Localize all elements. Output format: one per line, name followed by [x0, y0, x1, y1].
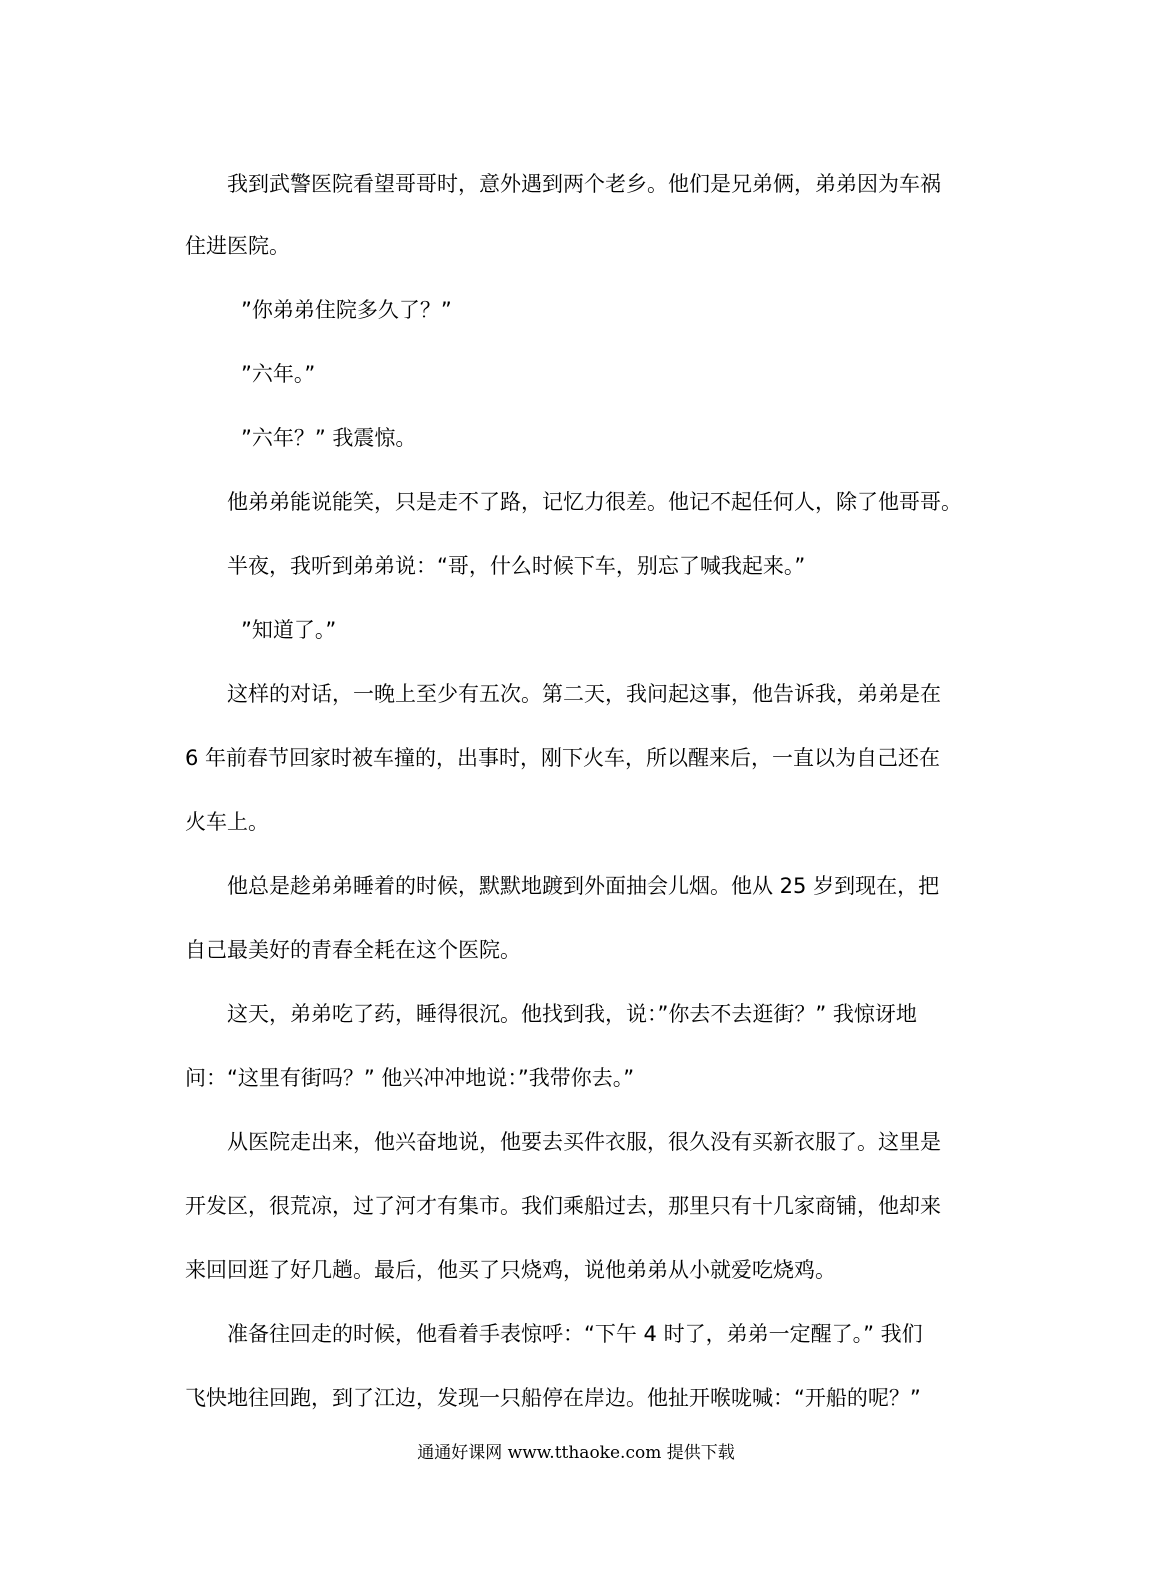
- dialogue-line-4: ”知道了。”: [241, 618, 337, 642]
- paragraph-7-line-3: 来回回逛了好几趟。最后，他买了只烧鸡，说他弟弟从小就爱吃烧鸡。: [185, 1258, 836, 1282]
- paragraph-4-line-1: 这样的对话，一晚上至少有五次。第二天，我问起这事，他告诉我，弟弟是在: [227, 682, 941, 706]
- dialogue-line-1: ”你弟弟住院多久了？”: [241, 298, 452, 322]
- dialogue-line-2: ”六年。”: [241, 362, 316, 386]
- paragraph-3-line-1: 半夜，我听到弟弟说：“哥，什么时候下车，别忘了喊我起来。”: [227, 554, 806, 578]
- paragraph-8-line-1: 准备往回走的时候，他看着手表惊呼：“下午 4 时了，弟弟一定醒了。” 我们: [227, 1322, 923, 1346]
- paragraph-5-line-2: 自己最美好的青春全耗在这个医院。: [185, 938, 521, 962]
- paragraph-2-line-1: 他弟弟能说能笑，只是走不了路，记忆力很差。他记不起任何人，除了他哥哥。: [227, 490, 962, 514]
- paragraph-6-line-1: 这天，弟弟吃了药，睡得很沉。他找到我，说：”你去不去逛街？” 我惊讶地: [227, 1002, 917, 1026]
- paragraph-8-line-2: 飞快地往回跑，到了江边，发现一只船停在岸边。他扯开喉咙喊：“开船的呢？”: [185, 1386, 921, 1410]
- dialogue-line-3: ”六年？” 我震惊。: [241, 426, 417, 450]
- paragraph-7-line-1: 从医院走出来，他兴奋地说，他要去买件衣服，很久没有买新衣服了。这里是: [227, 1130, 941, 1154]
- paragraph-4-line-2: 6 年前春节回家时被车撞的，出事时，刚下火车，所以醒来后，一直以为自己还在: [185, 746, 941, 770]
- paragraph-1-line-2: 住进医院。: [185, 234, 290, 258]
- paragraph-5-line-1: 他总是趁弟弟睡着的时候，默默地踱到外面抽会儿烟。他从 25 岁到现在，把: [227, 874, 940, 898]
- paragraph-6-line-2: 问：“这里有街吗？” 他兴冲冲地说：”我带你去。”: [185, 1066, 635, 1090]
- paragraph-4-line-3: 火车上。: [185, 810, 269, 834]
- page-footer: 通通好课网 www.tthaoke.com 提供下载: [417, 1443, 735, 1463]
- paragraph-7-line-2: 开发区，很荒凉，过了河才有集市。我们乘船过去，那里只有十几家商铺，他却来: [185, 1194, 941, 1218]
- paragraph-1-line-1: 我到武警医院看望哥哥时，意外遇到两个老乡。他们是兄弟俩，弟弟因为车祸: [227, 172, 941, 196]
